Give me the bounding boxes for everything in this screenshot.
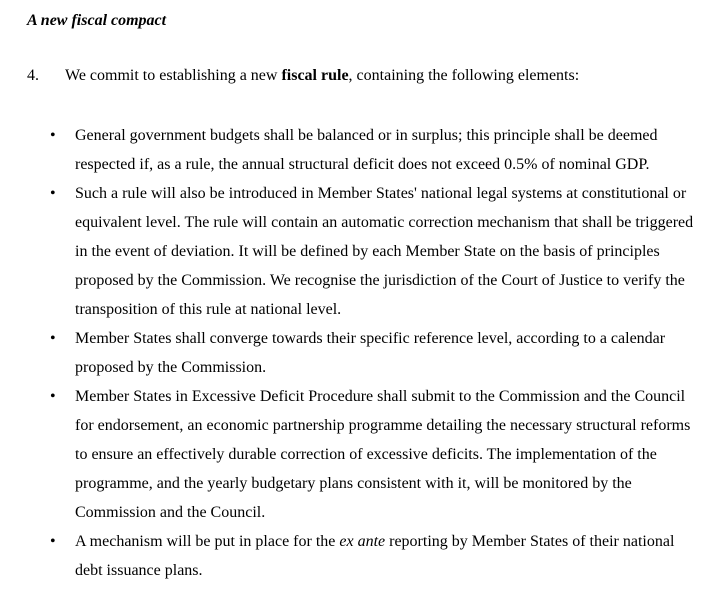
paragraph-text-before: We commit to establishing a new [65, 67, 282, 84]
bullet-item-ex-ante-reporting [0, 527, 716, 585]
bullet-text: Member States shall converge towards their specific reference level, according to a calendar proposed by the Commission. [75, 330, 666, 376]
bullet-icon: • [50, 185, 56, 202]
bullet-text: Such a rule will also be introduced in Member States' national legal systems at constitutional or equivalent level. The rule will contain an automatic correction mechanism that shall be triggered in the event of deviation. It will be defined by each Member State on the basis of principles proposed by the Commission. We recognise the jurisdiction of the Court of Justice to verify the transposition of this rule at national level. [75, 185, 694, 318]
bullet-list [0, 121, 716, 585]
bullet-text-after: reporting by Member States of their national debt issuance plans. [75, 533, 675, 579]
section-title: A new fiscal compact [27, 12, 167, 29]
bullet-text: Member States in Excessive Deficit Procedure shall submit to the Commission and the Council for endorsement, an economic partnership programme detailing the necessary structural reforms to ensure an effectively durable correction of excessive deficits. The implementation of the programme, and the yearly budgetary plans consistent with it, will be monitored by the Commission and the Council. [75, 388, 691, 521]
bullet-item-national-legal-systems [0, 179, 716, 324]
paragraph-bold-term: fiscal rule [281, 67, 349, 84]
bullet-italic-term: ex ante [339, 533, 386, 550]
bullet-icon: • [50, 533, 56, 550]
bullet-icon: • [50, 388, 56, 405]
paragraph-4 [27, 65, 707, 87]
bullet-item-converge-reference-level [0, 324, 716, 382]
bullet-text: General government budgets shall be balanced or in surplus; this principle shall be deemed respected if, as a rule, the annual structural deficit does not exceed 0.5% of nominal GDP. [75, 127, 658, 173]
paragraph-text-after: , containing the following elements: [348, 67, 580, 84]
bullet-item-balanced-budget [0, 121, 716, 179]
bullet-icon: • [50, 330, 56, 347]
bullet-text-before: A mechanism will be put in place for the [75, 533, 340, 550]
bullet-icon: • [50, 127, 56, 144]
bullet-item-excessive-deficit-procedure [0, 382, 716, 527]
paragraph-number: 4. [27, 67, 39, 84]
